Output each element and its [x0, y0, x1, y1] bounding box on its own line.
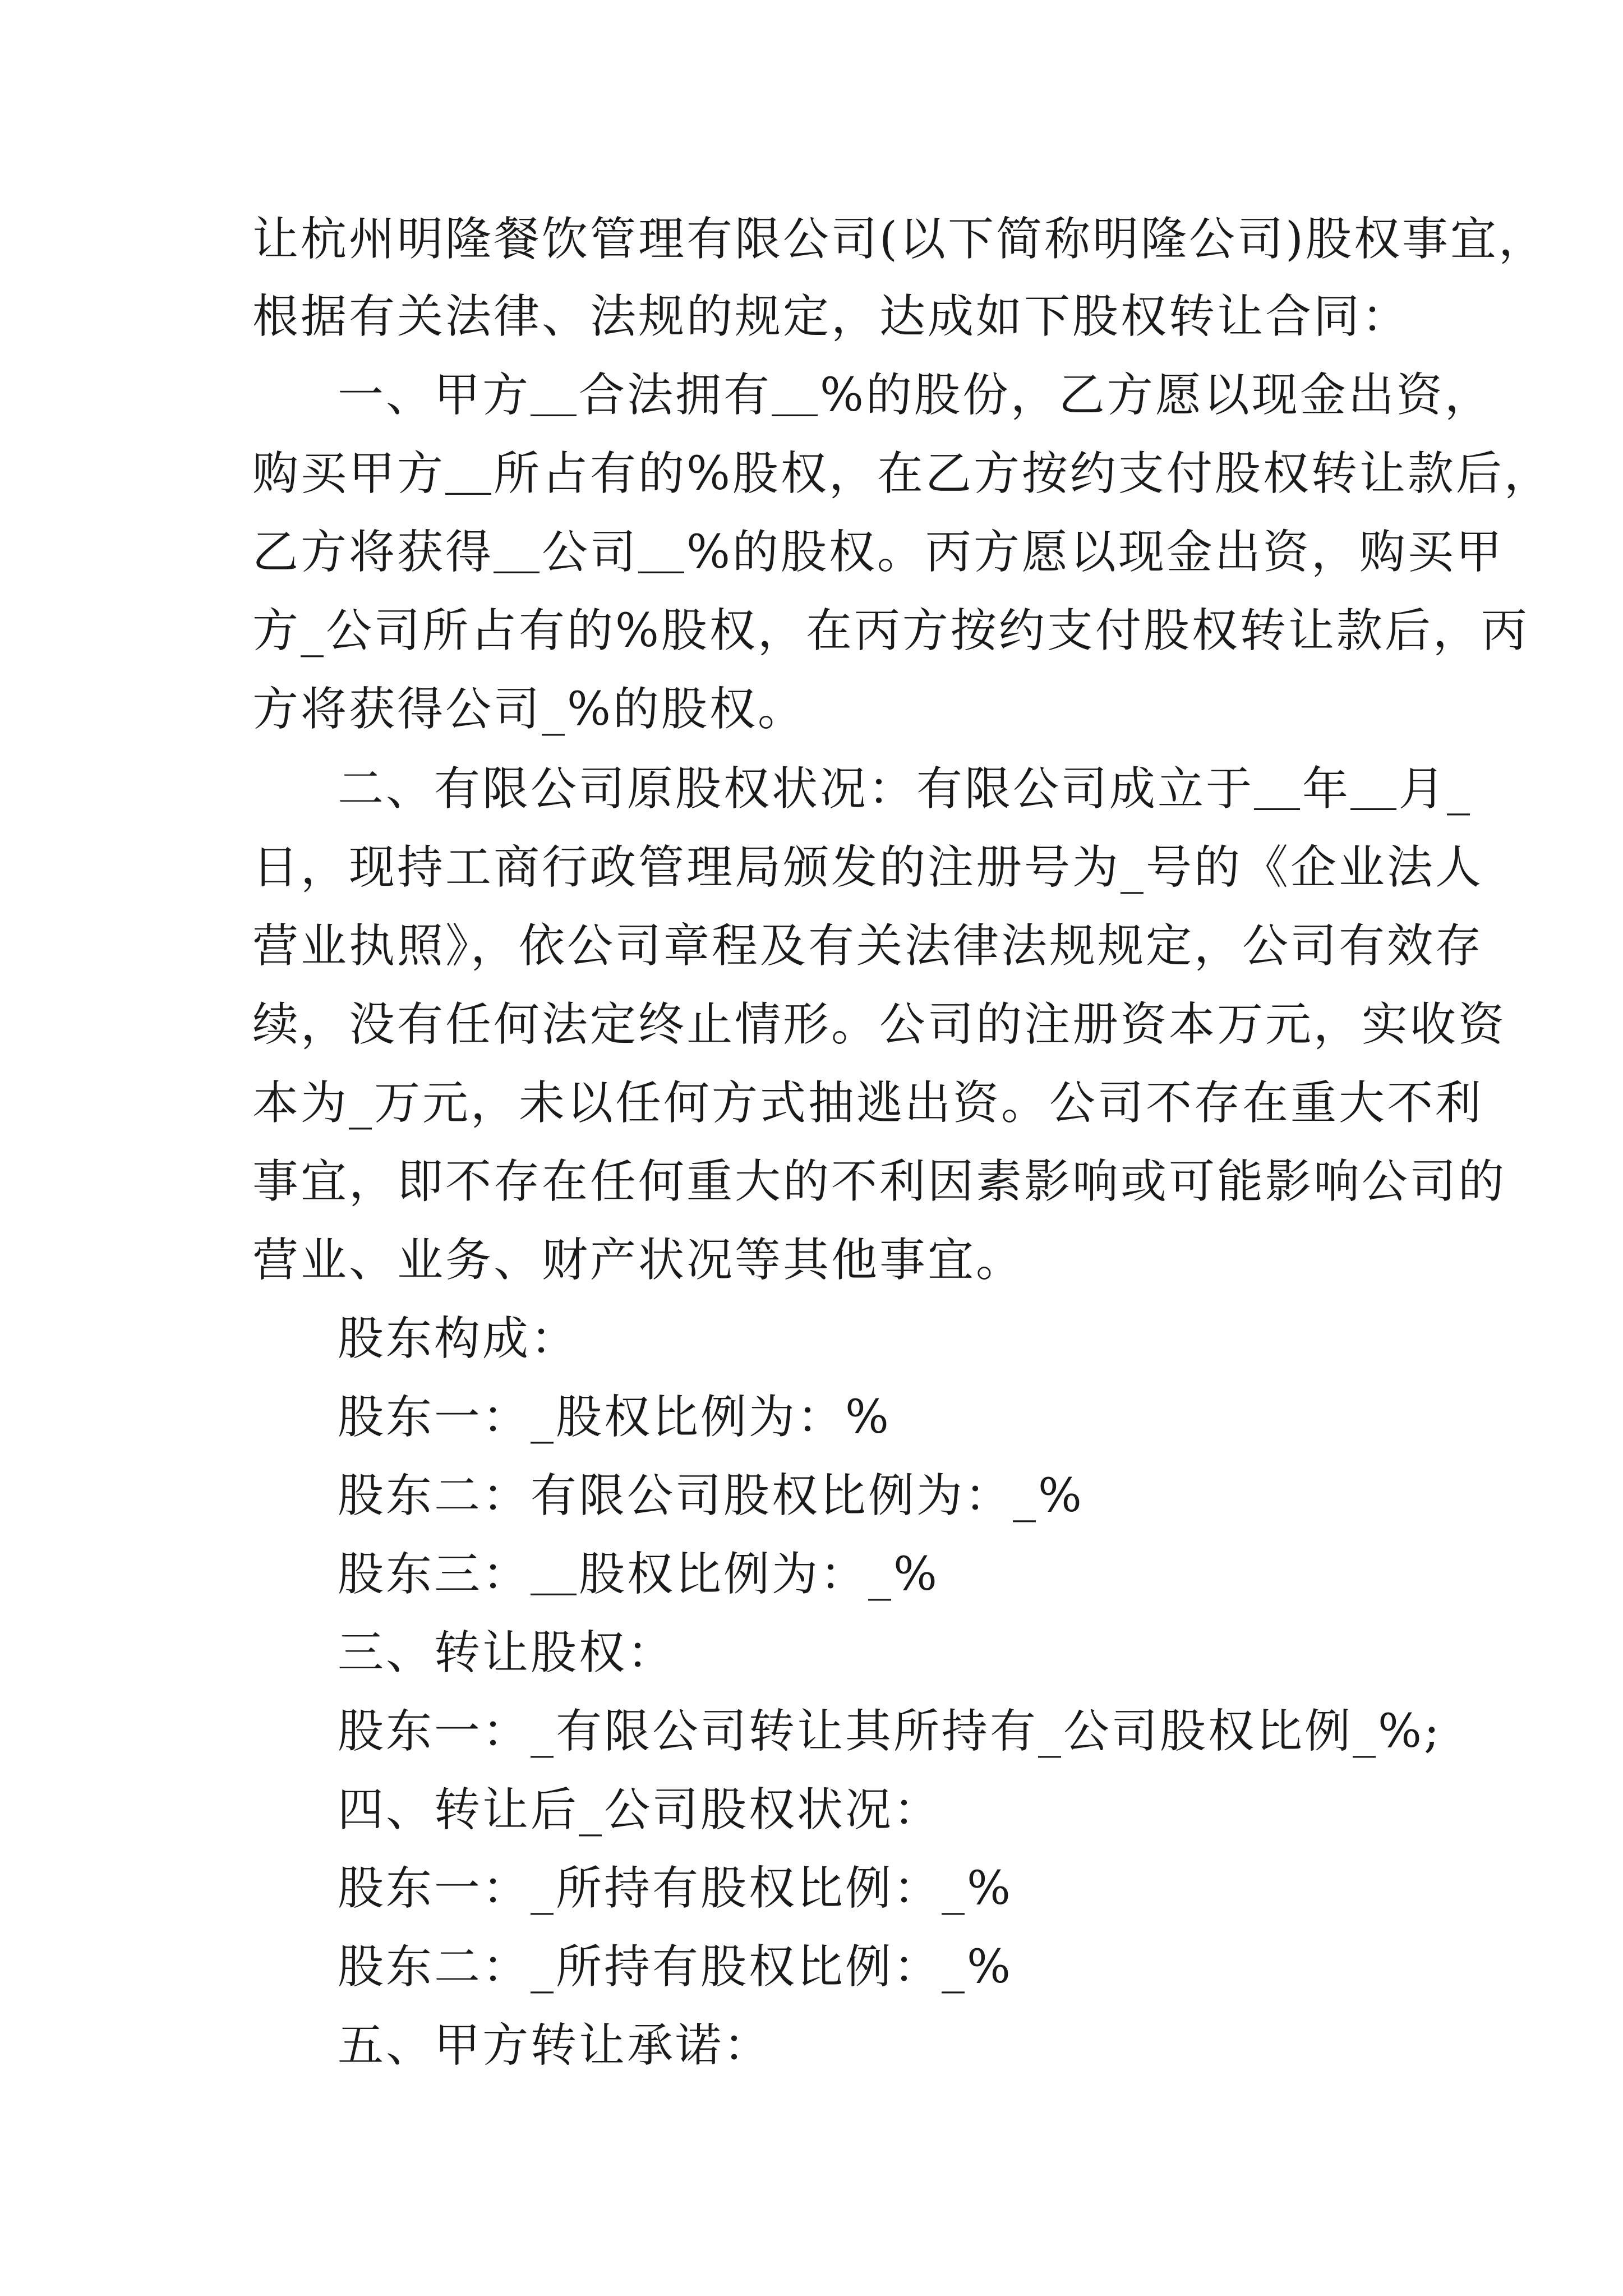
text-line: 方将获得公司_%的股权。	[252, 683, 806, 736]
text-line: 股东二：有限公司股权比例为：_%	[338, 1469, 1084, 1522]
text-line: 购买甲方＿所占有的%股权，在乙方按约支付股权转让款后，	[252, 447, 1552, 500]
text-line: 根据有关法律、法规的规定，达成如下股权转让合同：	[252, 290, 1410, 343]
text-line: 二、有限公司原股权状况：有限公司成立于＿年＿月_	[338, 762, 1473, 816]
text-line: 三、转让股权：	[338, 1626, 676, 1680]
text-line: 续，没有任何法定终止情形。公司的注册资本万元，实收资	[252, 998, 1507, 1051]
text-line: 股东二：_所持有股权比例：_%	[338, 1940, 1013, 1994]
text-line: 股东一：_所持有股权比例：_%	[338, 1862, 1013, 1915]
text-line: 营业执照》，依公司章程及有关法律法规规定，公司有效存	[252, 919, 1484, 973]
text-line: 乙方将获得＿公司＿%的股权。丙方愿以现金出资，购买甲	[252, 526, 1504, 579]
text-line: 股东一：_有限公司转让其所持有_公司股权比例_%;	[338, 1705, 1442, 1758]
text-line: 方_公司所占有的%股权，在丙方按约支付股权转让款后，丙	[252, 604, 1529, 657]
text-line: 让杭州明隆餐饮管理有限公司(以下简称明隆公司)股权事宜，	[252, 213, 1547, 266]
text-line: 股东构成：	[338, 1312, 579, 1365]
text-line: 一、甲方＿合法拥有＿%的股份，乙方愿以现金出资，	[338, 369, 1493, 422]
text-line: 股东三：＿股权比例为：_%	[338, 1548, 939, 1601]
text-line: 营业、业务、财产状况等其他事宜。	[252, 1234, 1025, 1287]
text-line: 股东一：_股权比例为：%	[338, 1391, 891, 1444]
text-line: 日，现持工商行政管理局颁发的注册号为_号的《企业法人	[252, 841, 1484, 894]
text-line: 本为_万元，未以任何方式抽逃出资。公司不存在重大不利	[252, 1076, 1484, 1130]
text-line: 五、甲方转让承诺：	[338, 2019, 772, 2072]
text-line: 四、转让后_公司股权状况：	[338, 1783, 942, 1837]
text-line: 事宜，即不存在任何重大的不利因素影响或可能影响公司的	[252, 1155, 1507, 1208]
